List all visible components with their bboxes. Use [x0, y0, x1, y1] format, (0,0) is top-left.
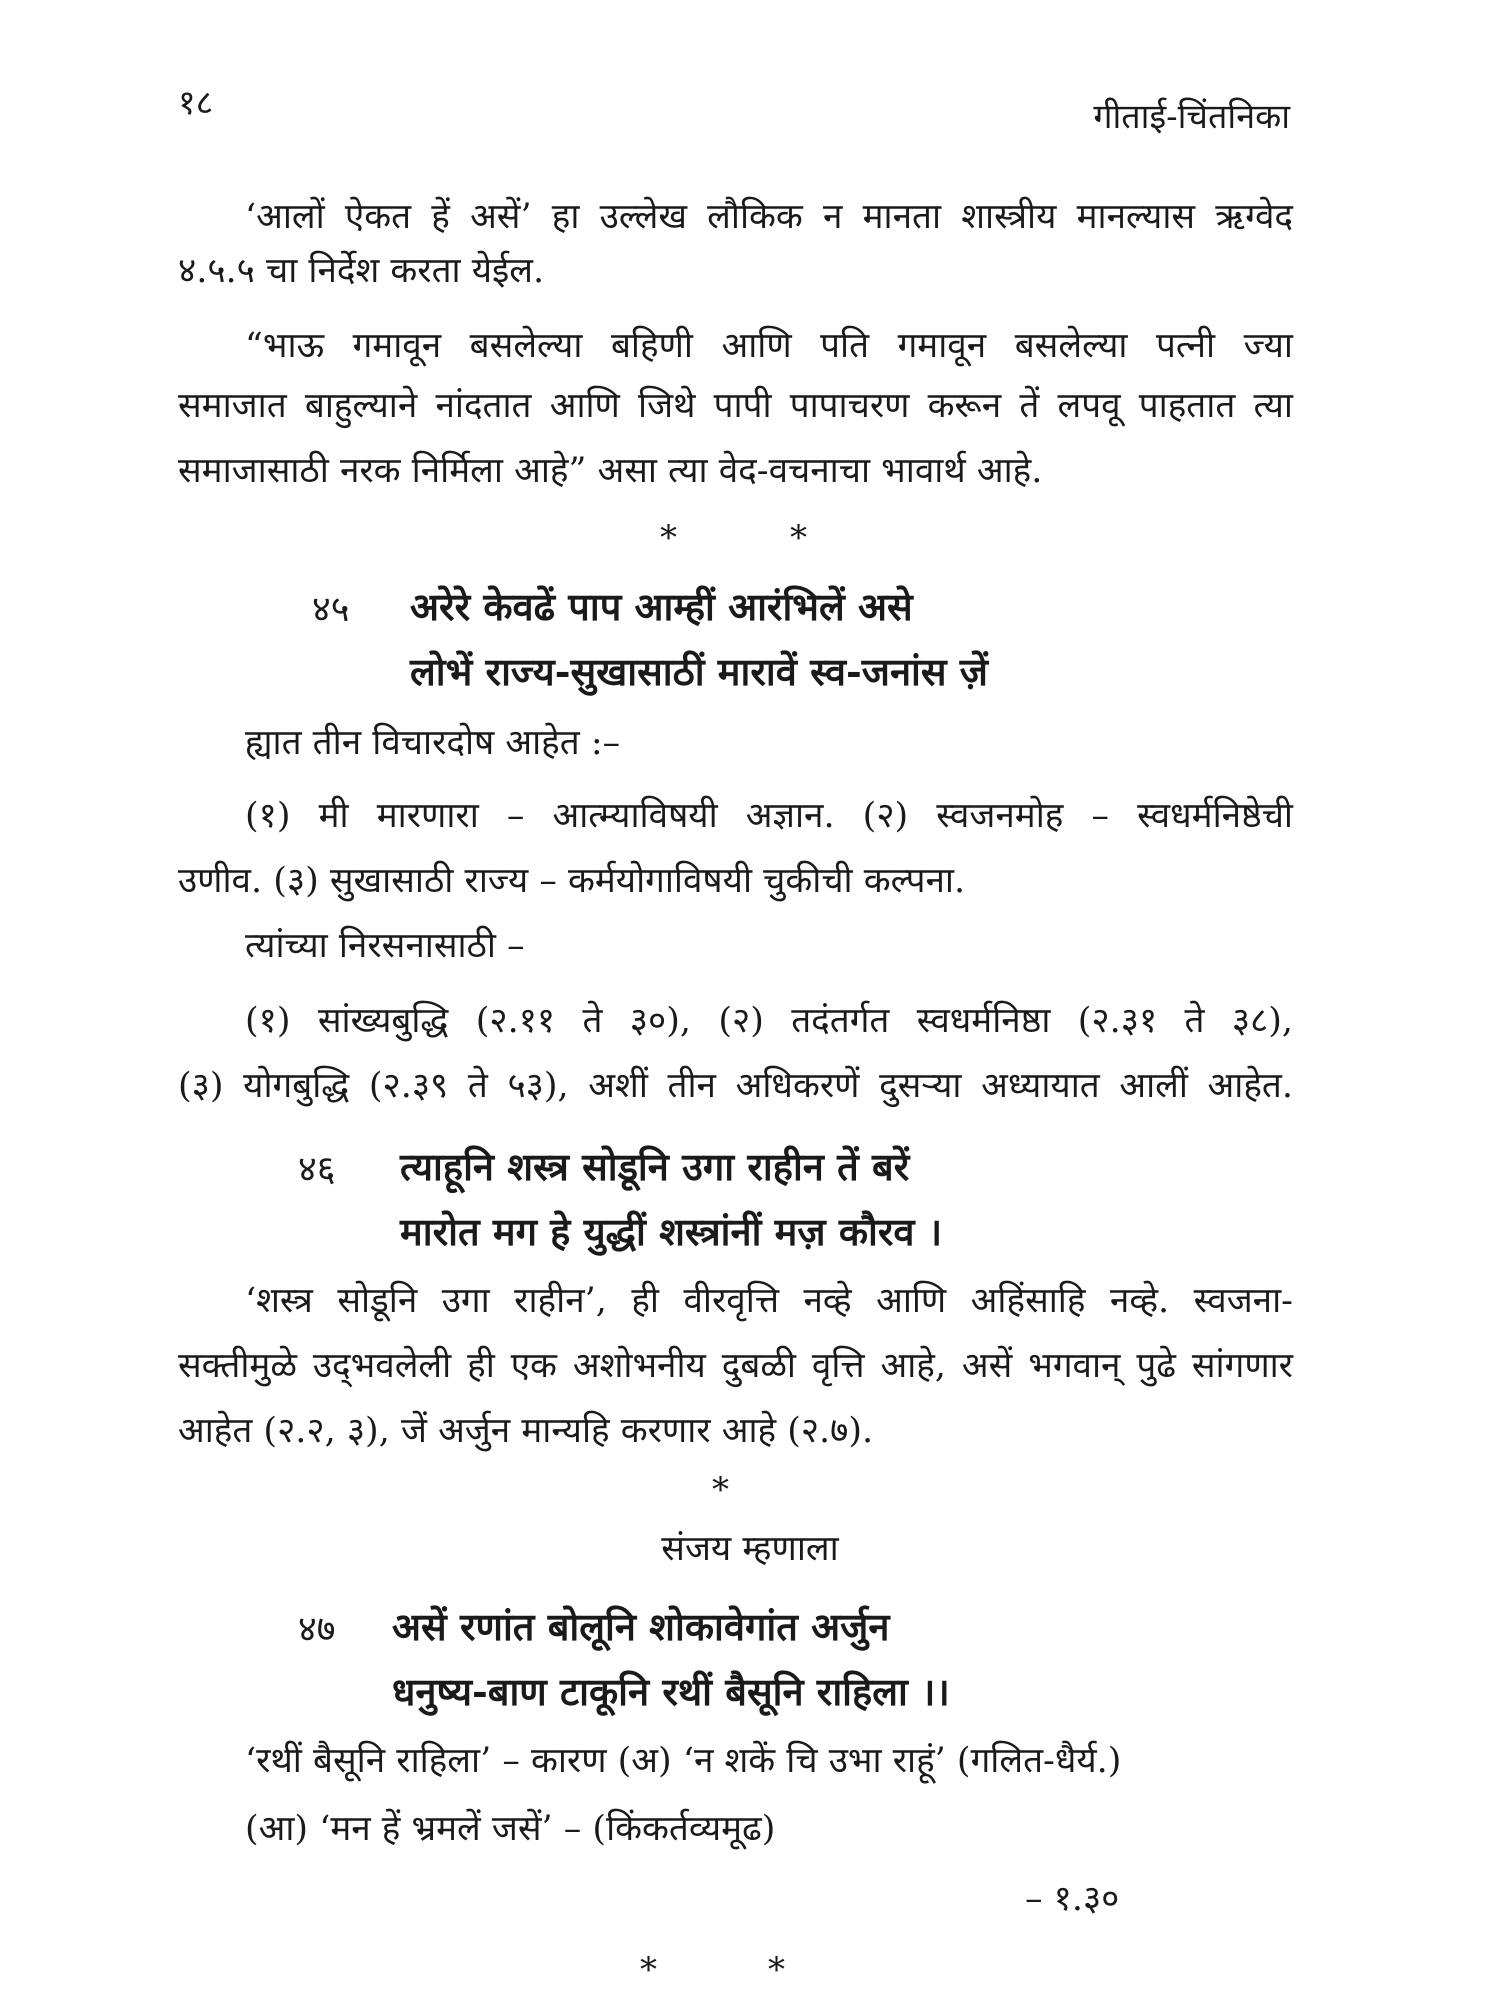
para4-line1: (१) मी मारणारा – आत्म्याविषयी अज्ञान. (२) स्वजनमोह – स्वधर्मनिष्ठेची [245, 796, 1293, 836]
separator-star: * [768, 1950, 785, 1990]
speaker-heading: संजय म्हणाला [661, 1529, 839, 1569]
separator-star: * [790, 518, 807, 558]
page-number: १८ [178, 83, 214, 123]
running-title: गीताई-चिंतनिका [1093, 97, 1290, 137]
para2-line2: समाजात बाहुल्याने नांदतात आणि जिथे पापी पापाचरण करून तें लपवू पाहतात त्या [178, 386, 1293, 426]
para1-line1: ‘आलों ऐकत हें असें’ हा उल्लेख लौकिक न मानता शास्त्रीय मानल्यास ऋग्वेद [245, 197, 1293, 237]
verse-number: ४६ [298, 1149, 336, 1190]
verse-line: अरेरे केवढें पाप आम्हीं आरंभिलें असे [410, 584, 913, 629]
verse-number: ४७ [298, 1609, 336, 1650]
verse-line: धनुष्य-बाण टाकूनि रथीं बैसूनि राहिला ।। [392, 1669, 950, 1714]
para3-line1: ह्यात तीन विचारदोष आहेत :– [245, 723, 621, 763]
para6-line1: (१) सांख्यबुद्धि (२.११ ते ३०), (२) तदंतर्गत स्वधर्मनिष्ठा (२.३१ ते ३८), [245, 1001, 1293, 1041]
separator-star: * [712, 1470, 729, 1510]
verse-number: ४५ [312, 589, 350, 630]
verse-reference: – १.३० [1025, 1879, 1120, 1919]
para2-line3: समाजासाठी नरक निर्मिला आहे” असा त्या वेद-वचनाचा भावार्थ आहे. [178, 451, 1043, 491]
verse-line: असें रणांत बोलूनि शोकावेगांत अर्जुन [392, 1604, 890, 1649]
para5-line1: त्यांच्या निरसनासाठी – [245, 926, 525, 966]
para8-line2: (आ) ‘मन हें भ्रमलें जसें’ – (किंकर्तव्यमूढ) [245, 1809, 776, 1849]
para1-line2: ४.५.५ चा निर्देश करता येईल. [178, 251, 545, 291]
separator-star: * [640, 1950, 657, 1990]
para7-line2: सक्तीमुळे उद्‌भवलेली ही एक अशोभनीय दुबळी वृत्ति आहे, असें भगवान् पुढे सांगणार [178, 1346, 1293, 1386]
separator-star: * [660, 518, 677, 558]
para2-line1: “भाऊ गमावून बसलेल्या बहिणी आणि पति गमावून बसलेल्या पत्नी ज्या [245, 326, 1293, 366]
verse-line: लोभें राज्य-सुखासाठीं मारावें स्व-जनांस ज़ें [410, 649, 989, 694]
verse-line: मारोत मग हे युद्धीं शस्त्रांनीं मज़ कौरव । [400, 1209, 943, 1254]
para4-line2: उणीव. (३) सुखासाठी राज्य – कर्मयोगाविषयी चुकीची कल्पना. [178, 861, 966, 901]
para7-line1: ‘शस्त्र सोडूनि उगा राहीन’, ही वीरवृत्ति नव्हे आणि अहिंसाहि नव्हे. स्वजना- [245, 1281, 1293, 1321]
verse-line: त्याहूनि शस्त्र सोडूनि उगा राहीन तें बरें [400, 1144, 910, 1189]
para7-line3: आहेत (२.२, ३), जें अर्जुन मान्यहि करणार आहे (२.७). [178, 1411, 874, 1451]
para6-line2: (३) योगबुद्धि (२.३९ ते ५३), अशीं तीन अधिकरणें दुसऱ्या अध्यायात आलीं आहेत. [178, 1066, 1293, 1106]
para8-line1: ‘रथीं बैसूनि राहिला’ – कारण (अ) ‘न शकें चि उभा राहूं’ (गलित-धैर्य.) [245, 1741, 1122, 1781]
